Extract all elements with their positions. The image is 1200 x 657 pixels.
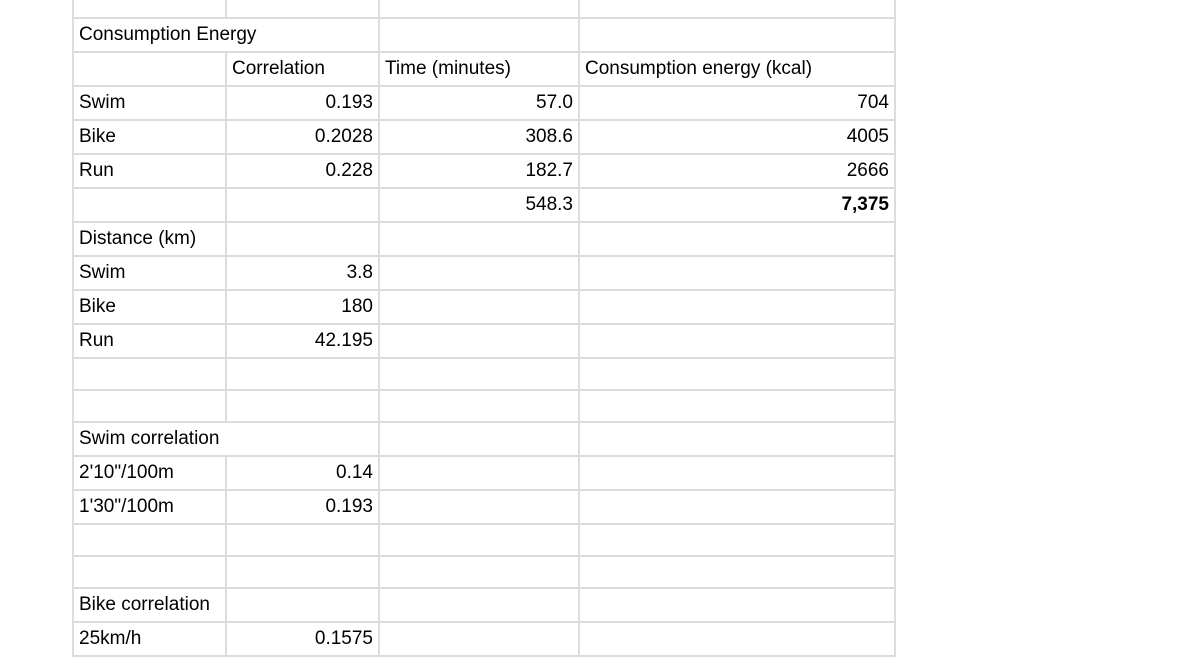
table-row xyxy=(73,456,895,490)
table-row xyxy=(73,256,895,290)
cell[interactable] xyxy=(379,0,579,18)
cell[interactable] xyxy=(379,18,579,52)
cell[interactable] xyxy=(579,256,895,290)
cell[interactable] xyxy=(73,0,226,18)
swim-correlation-title: Swim correlation xyxy=(79,428,220,449)
section-title-row xyxy=(73,18,895,52)
cell[interactable] xyxy=(579,422,895,456)
row-label[interactable]: Run xyxy=(73,324,226,358)
energy-value[interactable]: 2666 xyxy=(579,154,895,188)
cell-energy-title[interactable] xyxy=(73,18,379,52)
section-title-row xyxy=(73,588,895,622)
cell[interactable] xyxy=(73,188,226,222)
cell[interactable] xyxy=(379,456,579,490)
correlation-value[interactable]: 0.228 xyxy=(226,154,379,188)
cell[interactable] xyxy=(226,0,379,18)
distance-section-title[interactable]: Distance (km) xyxy=(73,222,226,256)
section-title-row xyxy=(73,422,895,456)
cell[interactable] xyxy=(379,222,579,256)
cell-swim-title[interactable] xyxy=(73,422,379,456)
time-value[interactable]: 182.7 xyxy=(379,154,579,188)
cell[interactable] xyxy=(579,324,895,358)
distance-value[interactable]: 3.8 xyxy=(226,256,379,290)
table-row xyxy=(73,86,895,120)
blank-row xyxy=(73,524,895,556)
cell[interactable] xyxy=(73,390,226,422)
cell[interactable] xyxy=(579,18,895,52)
cell[interactable] xyxy=(73,52,226,86)
spreadsheet-grid xyxy=(72,0,896,657)
cell[interactable] xyxy=(579,290,895,324)
swim-correlation-value[interactable]: 0.14 xyxy=(226,456,379,490)
blank-row xyxy=(73,358,895,390)
blank-row xyxy=(73,0,895,18)
cell[interactable] xyxy=(379,588,579,622)
table-row xyxy=(73,490,895,524)
cell[interactable] xyxy=(226,188,379,222)
header-energy[interactable]: Consumption energy (kcal) xyxy=(579,52,895,86)
time-value[interactable]: 57.0 xyxy=(379,86,579,120)
header-time[interactable]: Time (minutes) xyxy=(379,52,579,86)
cell[interactable] xyxy=(226,390,379,422)
row-label[interactable]: Run xyxy=(73,154,226,188)
cell[interactable] xyxy=(579,490,895,524)
time-value[interactable]: 308.6 xyxy=(379,120,579,154)
row-label[interactable]: Swim xyxy=(73,256,226,290)
cell[interactable] xyxy=(226,524,379,556)
swim-correlation-value[interactable]: 0.193 xyxy=(226,490,379,524)
header-row xyxy=(73,52,895,86)
bike-correlation-value[interactable]: 0.1575 xyxy=(226,622,379,656)
cell[interactable] xyxy=(226,222,379,256)
cell[interactable] xyxy=(379,256,579,290)
cell[interactable] xyxy=(579,456,895,490)
distance-value[interactable]: 180 xyxy=(226,290,379,324)
cell[interactable] xyxy=(579,390,895,422)
row-label[interactable]: Swim xyxy=(73,86,226,120)
cell[interactable] xyxy=(579,358,895,390)
cell[interactable] xyxy=(579,588,895,622)
energy-value[interactable]: 704 xyxy=(579,86,895,120)
blank-row xyxy=(73,556,895,588)
row-label[interactable]: Bike xyxy=(73,290,226,324)
cell[interactable] xyxy=(379,524,579,556)
cell[interactable] xyxy=(579,556,895,588)
header-correlation[interactable]: Correlation xyxy=(226,52,379,86)
table-row xyxy=(73,324,895,358)
cell[interactable] xyxy=(579,222,895,256)
cell[interactable] xyxy=(579,622,895,656)
table-row xyxy=(73,622,895,656)
row-label[interactable]: 1'30"/100m xyxy=(73,490,226,524)
cell[interactable] xyxy=(379,390,579,422)
energy-section-title: Consumption Energy xyxy=(79,24,257,45)
bike-correlation-title[interactable]: Bike correlation xyxy=(73,588,226,622)
total-time[interactable]: 548.3 xyxy=(379,188,579,222)
row-label[interactable]: 2'10"/100m xyxy=(73,456,226,490)
correlation-value[interactable]: 0.193 xyxy=(226,86,379,120)
blank-row xyxy=(73,390,895,422)
table-row xyxy=(73,120,895,154)
section-title-row xyxy=(73,222,895,256)
table-row xyxy=(73,290,895,324)
cell[interactable] xyxy=(226,588,379,622)
cell[interactable] xyxy=(379,324,579,358)
cell[interactable] xyxy=(379,422,579,456)
cell[interactable] xyxy=(73,358,226,390)
cell[interactable] xyxy=(379,556,579,588)
cell[interactable] xyxy=(226,556,379,588)
cell[interactable] xyxy=(579,524,895,556)
total-row xyxy=(73,188,895,222)
cell[interactable] xyxy=(379,358,579,390)
correlation-value[interactable]: 0.2028 xyxy=(226,120,379,154)
total-energy[interactable]: 7,375 xyxy=(579,188,895,222)
row-label[interactable]: 25km/h xyxy=(73,622,226,656)
table-row xyxy=(73,154,895,188)
row-label[interactable]: Bike xyxy=(73,120,226,154)
cell[interactable] xyxy=(73,556,226,588)
cell[interactable] xyxy=(379,622,579,656)
energy-value[interactable]: 4005 xyxy=(579,120,895,154)
cell[interactable] xyxy=(226,358,379,390)
distance-value[interactable]: 42.195 xyxy=(226,324,379,358)
cell[interactable] xyxy=(379,490,579,524)
cell[interactable] xyxy=(379,290,579,324)
cell[interactable] xyxy=(579,0,895,18)
cell[interactable] xyxy=(73,524,226,556)
